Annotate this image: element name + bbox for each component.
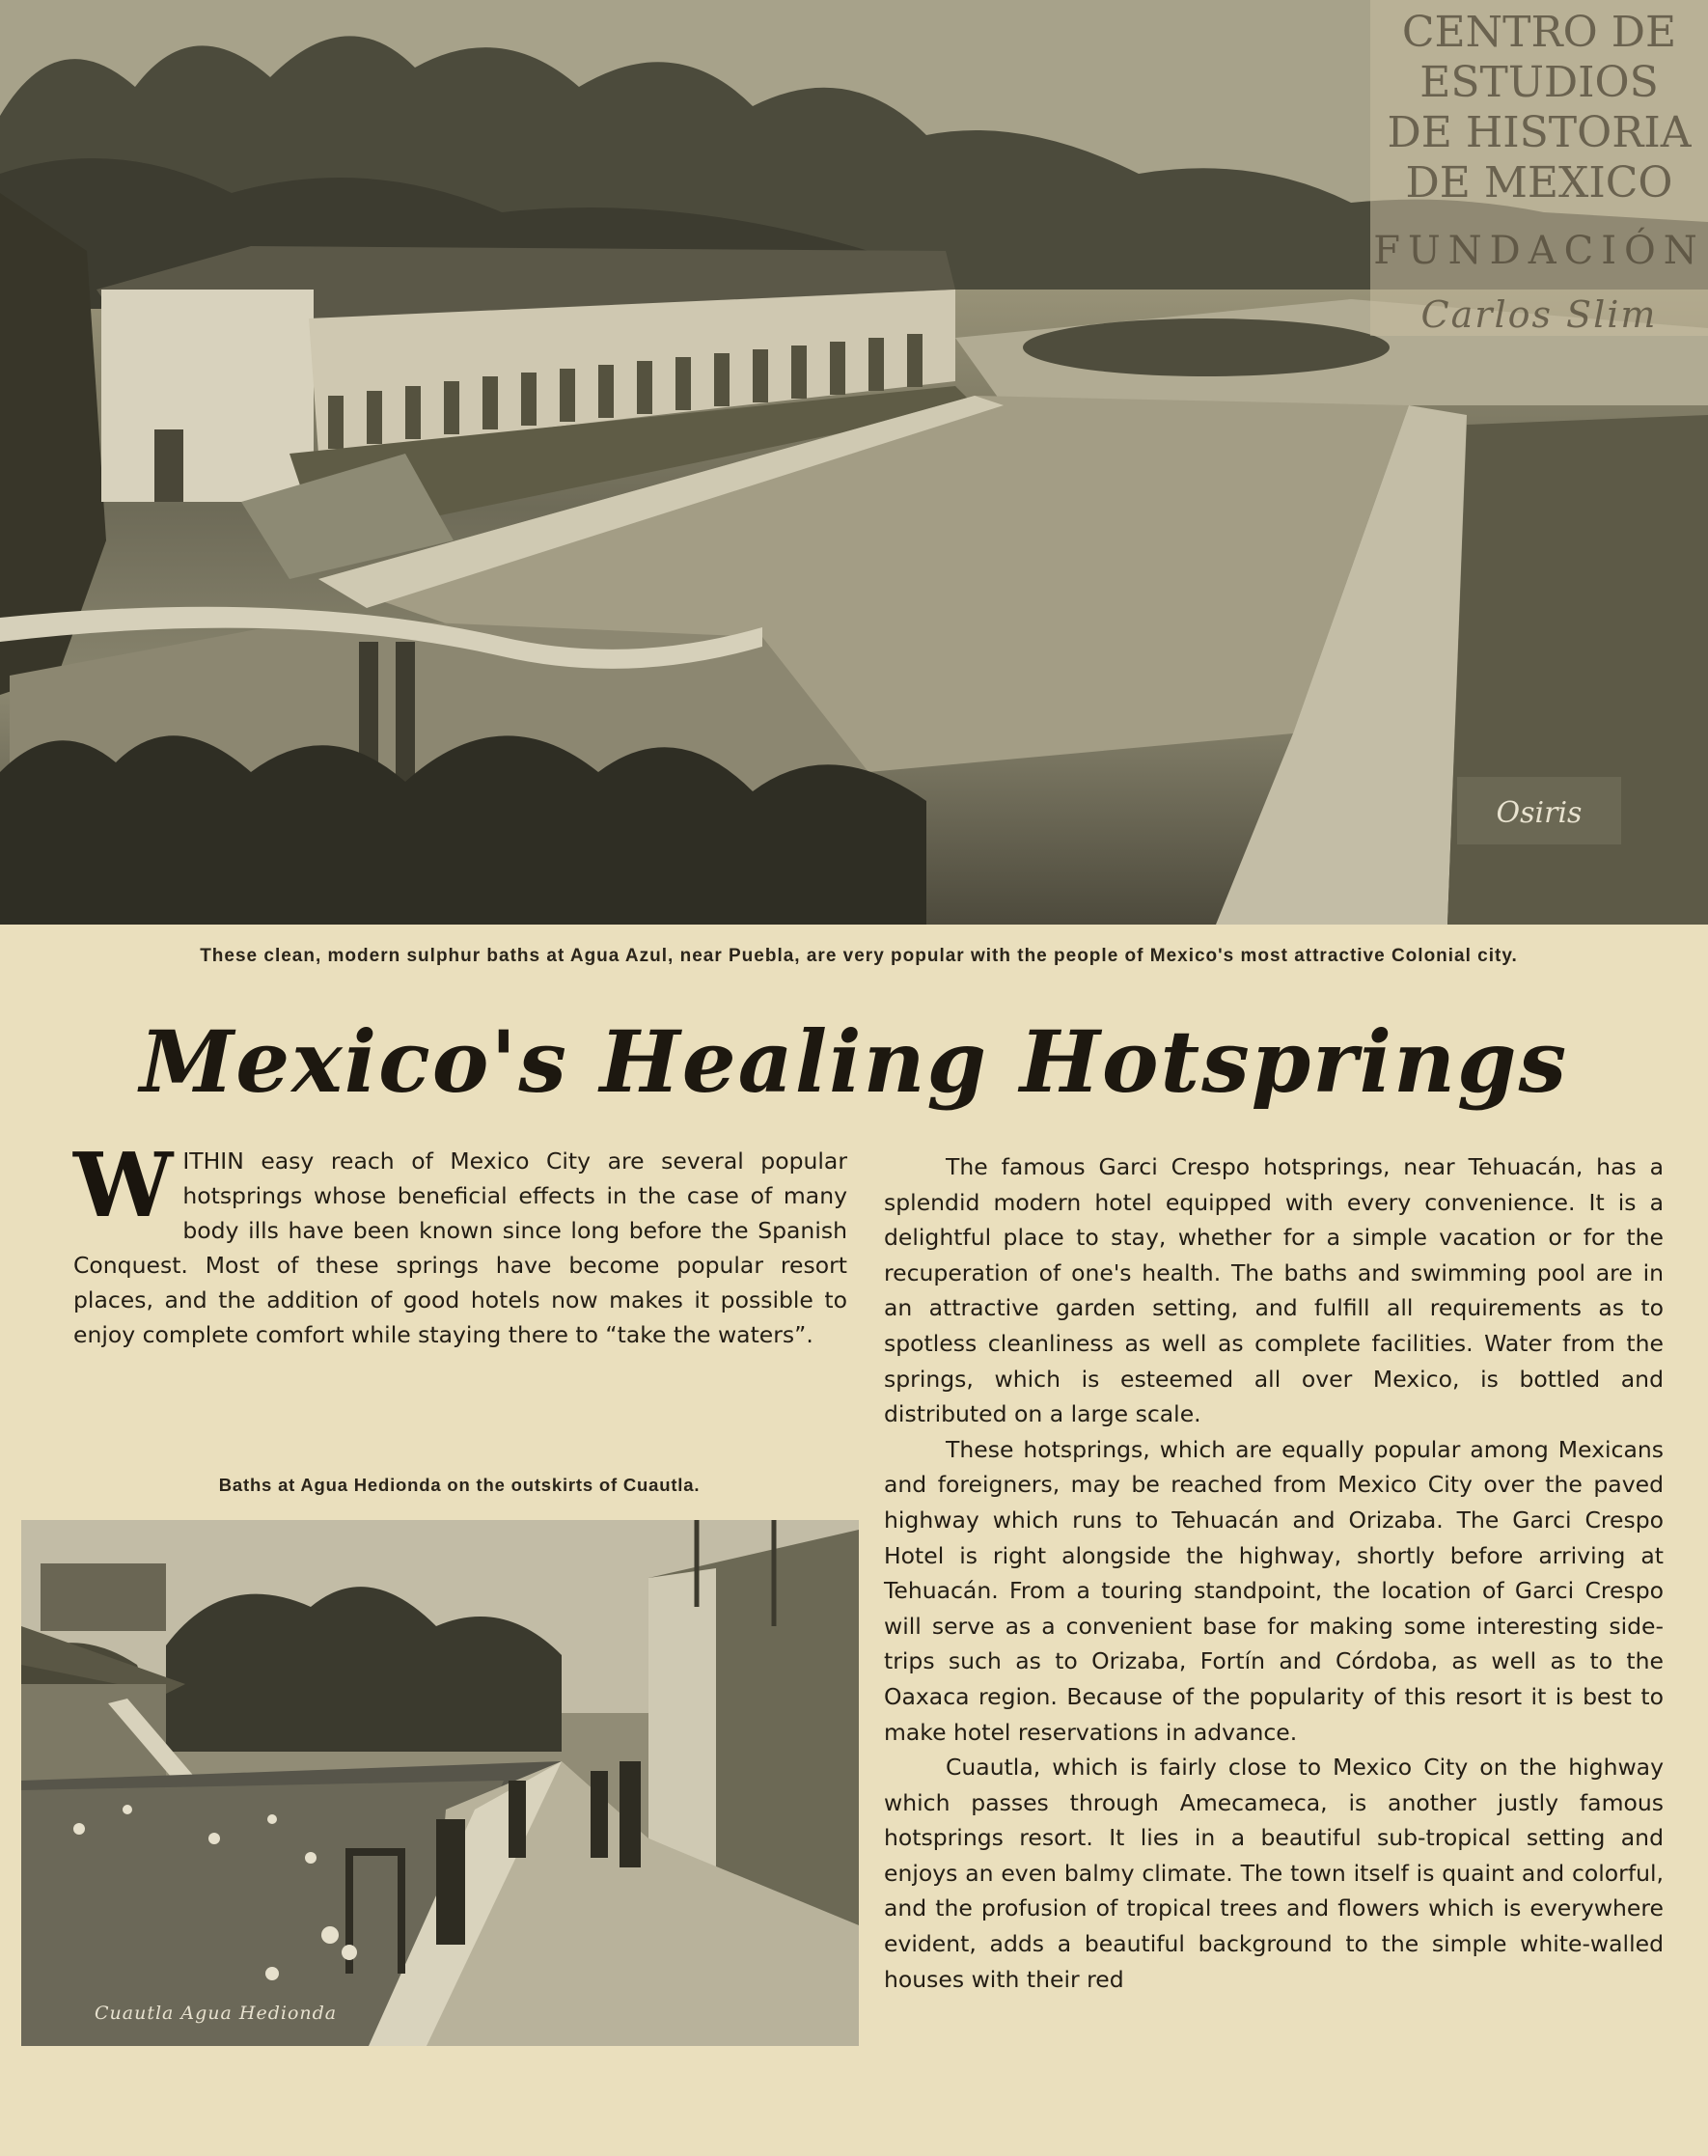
watermark-signature: Carlos Slim <box>1420 293 1658 336</box>
osiris-sign: Osiris <box>1496 796 1583 830</box>
photo-handwritten-label: Cuautla Agua Hedionda <box>95 2003 338 2024</box>
drop-cap: W <box>73 1133 174 1237</box>
watermark-line-4: DE MEXICO <box>1405 158 1673 207</box>
intro-paragraph <box>73 1133 847 1352</box>
watermark-line-2: ESTUDIOS <box>1419 58 1659 107</box>
watermark-line-3: DE HISTORIA <box>1387 108 1692 157</box>
paragraph-garci-crespo: The famous Garci Crespo hotsprings, near Tehuacán, has a splendid modern hotel equipped with every convenience. It is a delightful place to stay, whether for a simple vacation or for the recuperation of one's health. The baths and swimming pool are in an attractive garden setting, and fulfill all requirements as to spotless cleanliness as well as complete facilities. Water from the springs, which is esteemed all over Mexico, is bottled and distributed on a large scale. <box>884 1153 1664 1428</box>
agua-hedionda-photo-drawing <box>21 1520 859 2046</box>
watermark <box>1370 0 1708 336</box>
right-column-text <box>884 1149 1664 1997</box>
watermark-line-1: CENTRO DE <box>1401 8 1677 57</box>
intro-text: ITHIN easy reach of Mexico City are several popular hotsprings whose beneficial effects in the case of many body ills have been known since long before the Spanish Conquest. Most of these springs have become popular resort places, and the addition of good hotels now makes it possible to enjoy complete comfort while staying there to “take the waters”. <box>73 1147 847 1348</box>
paragraph-directions: These hotsprings, which are equally popular among Mexicans and foreigners, may be reached from Mexico City over the paved highway which runs to Tehuacán and Orizaba. The Garci Crespo Hotel is right alongside the highway, shortly before arriving at Tehuacán. From a touring standpoint, the location of Garci Crespo will serve as a convenient base for making some interesting side-trips such as to Orizaba, Fortín and Córdoba, as well as to the Oaxaca region. Because of the popularity of this resort it is best to make hotel reservations in advance. <box>884 1435 1664 1746</box>
page-title: Mexico's Healing Hotsprings <box>139 1011 1569 1112</box>
agua-hedionda-photo <box>21 1520 859 2046</box>
bottom-photo-caption: Baths at Agua Hedionda on the outskirts of Cuautla. <box>218 1475 701 1495</box>
top-photo-caption: These clean, modern sulphur baths at Agua Azul, near Puebla, are very popular with the people of Mexico's most attractive Colonial city. <box>200 946 1518 966</box>
paragraph-cuautla: Cuautla, which is fairly close to Mexico City on the highway which passes through Amecameca, is another justly famous hotsprings resort. It lies in a beautiful sub-tropical setting and enjoys an even balmy climate. The town itself is quaint and colorful, and the profusion of tropical trees and flowers which is everywhere evident, adds a beautiful background to the simple white-walled houses with their red <box>884 1754 1664 1993</box>
watermark-foundation: FUNDACIÓN <box>1373 229 1705 273</box>
agua-azul-photo <box>0 0 1708 925</box>
